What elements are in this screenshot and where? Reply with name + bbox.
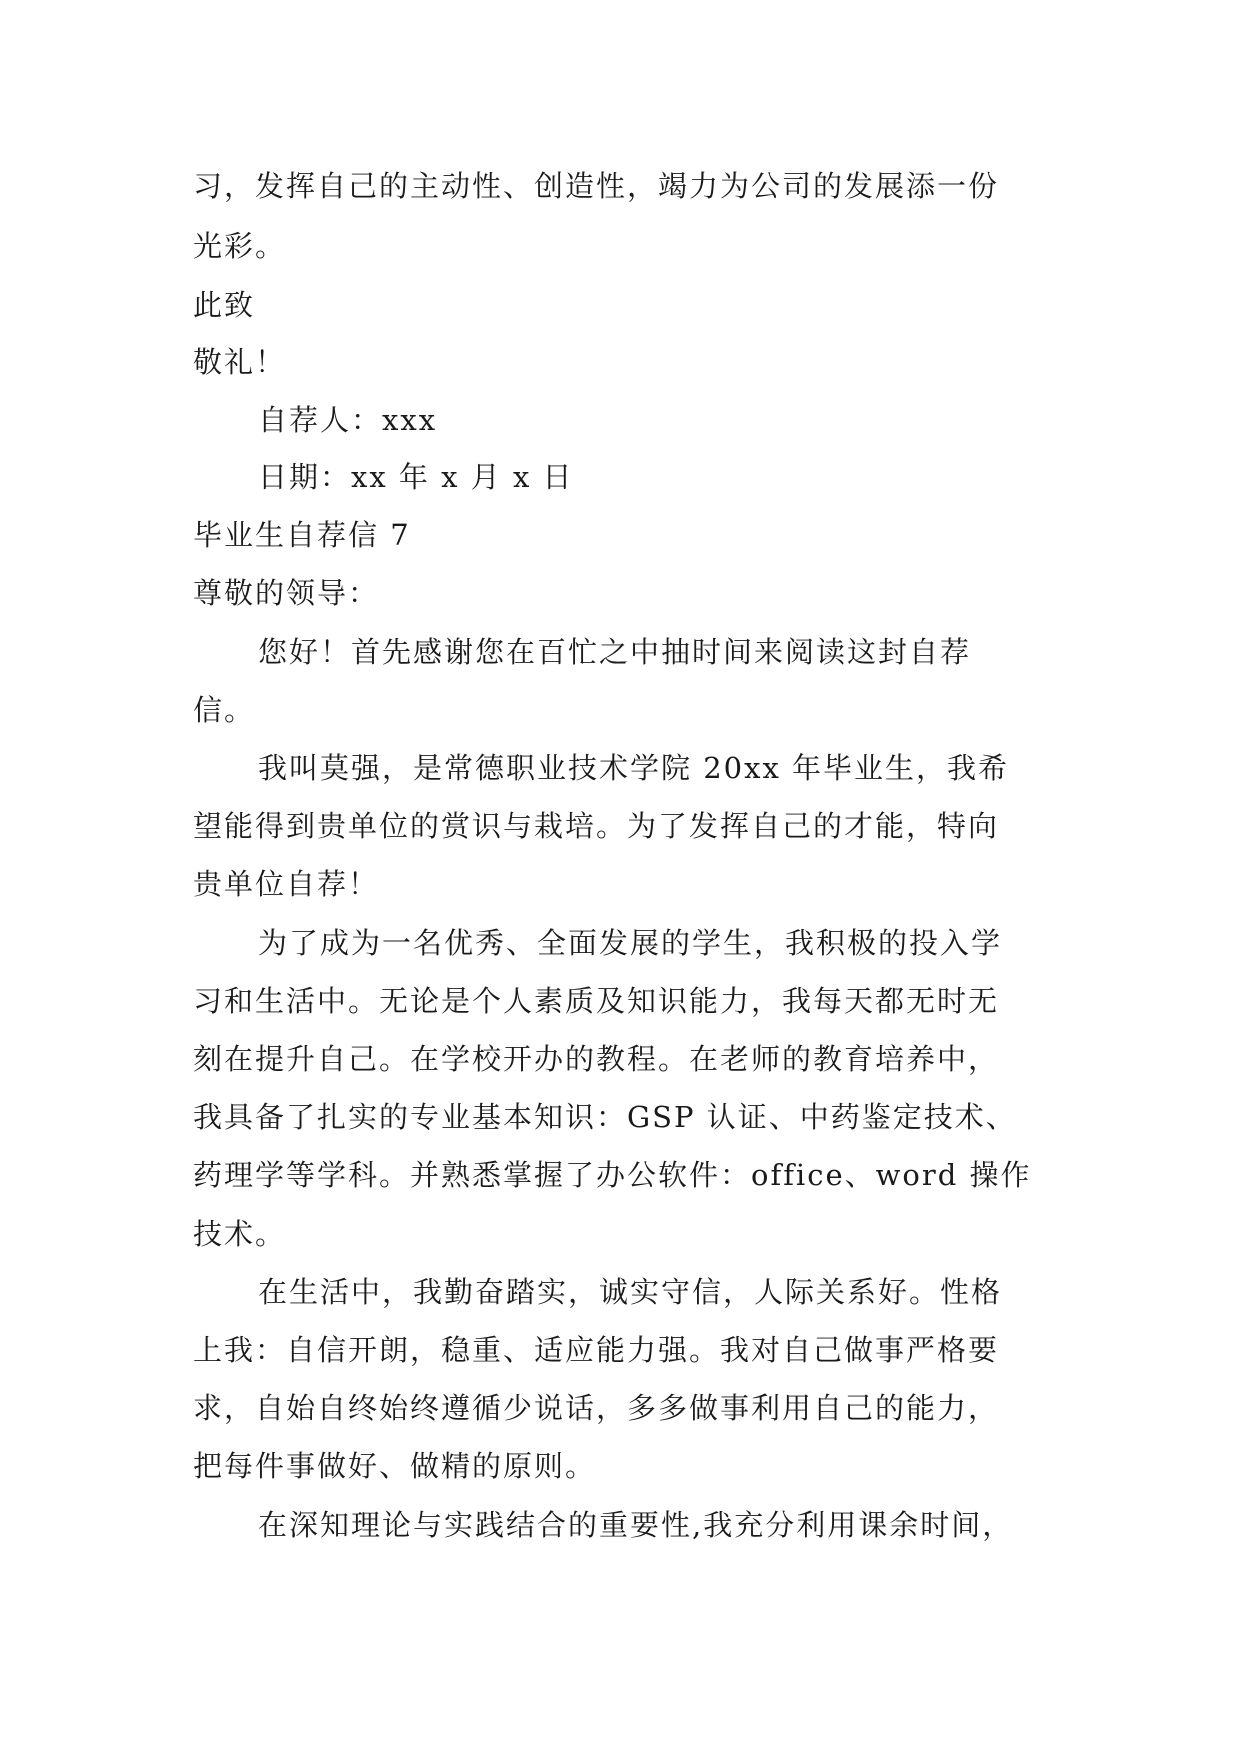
text-line: 在生活中，我勤奋踏实，诚实守信，人际关系好。性格 xyxy=(258,1275,1003,1309)
salutation: 尊敬的领导： xyxy=(193,576,380,610)
text-line: 在深知理论与实践结合的重要性,我充分利用课余时间， xyxy=(258,1508,1014,1542)
text-line: 习，发挥自己的主动性、创造性，竭力为公司的发展添一份 xyxy=(193,169,1000,203)
text-line: 我具备了扎实的专业基本知识：GSP 认证、中药鉴定技术、 xyxy=(193,1100,1017,1134)
text-line: 把每件事做好、做精的原则。 xyxy=(193,1449,597,1483)
text-line: 信。 xyxy=(193,693,256,727)
text-line: 刻在提升自己。在学校开办的教程。在老师的教育培养中， xyxy=(193,1042,1000,1076)
signature-line: 自荐人：xxx xyxy=(258,403,438,437)
text-line: 望能得到贵单位的赏识与栽培。为了发挥自己的才能，特向 xyxy=(193,809,1000,843)
text-line: 此致 xyxy=(193,288,256,322)
text-line: 药理学等学科。并熟悉掌握了办公软件：office、word 操作 xyxy=(193,1158,1032,1192)
text-line: 为了成为一名优秀、全面发展的学生，我积极的投入学 xyxy=(258,926,1003,960)
text-line: 您好！首先感谢您在百忙之中抽时间来阅读这封自荐 xyxy=(258,635,972,669)
section-title: 毕业生自荐信 7 xyxy=(193,518,411,552)
text-line: 上我：自信开朗，稳重、适应能力强。我对自己做事严格要 xyxy=(193,1333,1000,1367)
text-line: 习和生活中。无论是个人素质及知识能力，我每天都无时无 xyxy=(193,984,1000,1018)
text-line: 敬礼！ xyxy=(193,345,287,379)
date-line: 日期：xx 年 x 月 x 日 xyxy=(258,460,574,494)
text-line: 我叫莫强，是常德职业技术学院 20xx 年毕业生，我希 xyxy=(258,751,1010,785)
text-line: 贵单位自荐！ xyxy=(193,867,380,901)
text-line: 光彩。 xyxy=(193,229,287,263)
text-line: 求，自始自终始终遵循少说话，多多做事利用自己的能力， xyxy=(193,1391,1000,1425)
text-line: 技术。 xyxy=(193,1217,287,1251)
